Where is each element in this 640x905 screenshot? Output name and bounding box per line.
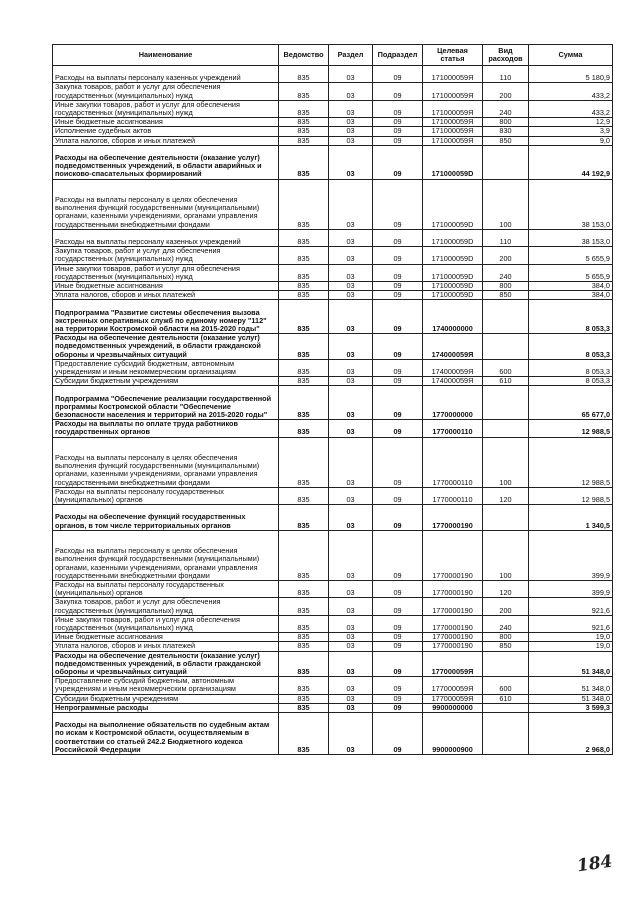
row-sum-cell: 8 053,3 <box>529 377 613 386</box>
row-dept-cell: 835 <box>279 633 329 642</box>
row-target-cell: 1770000000 <box>423 386 483 420</box>
row-sum-cell: 384,0 <box>529 291 613 300</box>
row-sum-cell: 921,6 <box>529 598 613 615</box>
row-expense-type-cell: 600 <box>483 359 529 376</box>
table-row <box>53 179 613 229</box>
table-row <box>53 247 613 264</box>
row-subsection-cell: 09 <box>373 247 423 264</box>
row-subsection-cell: 09 <box>373 487 423 504</box>
row-sum-cell: 51 348,0 <box>529 694 613 703</box>
row-target-cell: 1770000110 <box>423 420 483 437</box>
row-subsection-cell: 09 <box>373 118 423 127</box>
row-subsection-cell: 09 <box>373 642 423 651</box>
row-target-cell: 1770000190 <box>423 581 483 598</box>
row-section-cell: 03 <box>329 83 373 100</box>
budget-table <box>52 44 613 755</box>
table-row <box>53 420 613 437</box>
row-section-cell: 03 <box>329 651 373 677</box>
column-header-name: Наименование <box>53 45 279 66</box>
row-subsection-cell: 09 <box>373 179 423 229</box>
row-section-cell: 03 <box>329 713 373 755</box>
row-sum-cell: 44 192,9 <box>529 145 613 179</box>
row-expense-type-cell <box>483 713 529 755</box>
row-target-cell: 174000059Я <box>423 377 483 386</box>
row-name-cell: Расходы на выплаты персоналу государственных (муниципальных) органов <box>53 487 279 504</box>
row-expense-type-cell <box>483 703 529 712</box>
row-expense-type-cell <box>483 145 529 179</box>
row-dept-cell: 835 <box>279 694 329 703</box>
column-header-target: Целевая статья <box>423 45 483 66</box>
row-expense-type-cell: 240 <box>483 100 529 117</box>
row-dept-cell: 835 <box>279 359 329 376</box>
row-section-cell: 03 <box>329 359 373 376</box>
row-name-cell: Расходы на обеспечение функций государственных органов, в том числе территориальных органов <box>53 505 279 531</box>
row-dept-cell: 835 <box>279 651 329 677</box>
row-target-cell: 9900000000 <box>423 703 483 712</box>
row-name-cell: Расходы на обеспечение деятельности (оказание услуг) подведомственных учреждений, в области гражданской обороны и чрезвычайных ситуаций <box>53 651 279 677</box>
row-expense-type-cell: 850 <box>483 291 529 300</box>
row-name-cell: Расходы на выплаты персоналу в целях обеспечения выполнения функций государственными (муниципальными) органами, казенными учреждениями, органами управления государственными внебюджетными фондами <box>53 437 279 487</box>
table-body <box>53 66 613 755</box>
table-row <box>53 642 613 651</box>
row-target-cell: 171000059D <box>423 229 483 246</box>
row-section-cell: 03 <box>329 530 373 580</box>
row-sum-cell: 12 988,5 <box>529 437 613 487</box>
row-expense-type-cell: 800 <box>483 118 529 127</box>
row-subsection-cell: 09 <box>373 437 423 487</box>
row-expense-type-cell: 100 <box>483 179 529 229</box>
table-row <box>53 615 613 632</box>
row-sum-cell: 3 599,3 <box>529 703 613 712</box>
row-dept-cell: 835 <box>279 145 329 179</box>
row-expense-type-cell: 100 <box>483 437 529 487</box>
row-name-cell: Уплата налогов, сборов и иных платежей <box>53 136 279 145</box>
table-header-row <box>53 45 613 66</box>
table-row <box>53 713 613 755</box>
row-section-cell: 03 <box>329 633 373 642</box>
table-row <box>53 300 613 334</box>
row-sum-cell: 433,2 <box>529 100 613 117</box>
row-dept-cell: 835 <box>279 713 329 755</box>
row-dept-cell: 835 <box>279 598 329 615</box>
row-sum-cell: 51 348,0 <box>529 677 613 694</box>
table-row <box>53 651 613 677</box>
row-sum-cell: 19,0 <box>529 633 613 642</box>
row-section-cell: 03 <box>329 264 373 281</box>
row-dept-cell: 835 <box>279 505 329 531</box>
row-expense-type-cell: 120 <box>483 487 529 504</box>
row-dept-cell: 835 <box>279 229 329 246</box>
row-sum-cell: 51 348,0 <box>529 651 613 677</box>
row-sum-cell: 38 153,0 <box>529 179 613 229</box>
row-name-cell: Исполнение судебных актов <box>53 127 279 136</box>
row-expense-type-cell <box>483 300 529 334</box>
column-header-subsection: Подраздел <box>373 45 423 66</box>
row-subsection-cell: 09 <box>373 264 423 281</box>
row-subsection-cell: 09 <box>373 334 423 360</box>
row-dept-cell: 835 <box>279 615 329 632</box>
row-subsection-cell: 09 <box>373 127 423 136</box>
row-subsection-cell: 09 <box>373 581 423 598</box>
row-subsection-cell: 09 <box>373 615 423 632</box>
budget-sheet <box>52 44 612 755</box>
row-dept-cell: 835 <box>279 282 329 291</box>
page-number: 184 <box>575 851 614 877</box>
row-dept-cell: 835 <box>279 437 329 487</box>
row-subsection-cell: 09 <box>373 713 423 755</box>
row-expense-type-cell: 120 <box>483 581 529 598</box>
table-row <box>53 359 613 376</box>
row-section-cell: 03 <box>329 66 373 83</box>
row-target-cell: 177000059Я <box>423 651 483 677</box>
row-expense-type-cell <box>483 386 529 420</box>
row-name-cell: Уплата налогов, сборов и иных платежей <box>53 642 279 651</box>
row-name-cell: Расходы на выплаты персоналу в целях обеспечения выполнения функций государственными (муниципальными) органами, казенными учреждениями, органами управления государственными внебюджетными фондами <box>53 179 279 229</box>
table-row <box>53 118 613 127</box>
row-section-cell: 03 <box>329 247 373 264</box>
row-subsection-cell: 09 <box>373 651 423 677</box>
row-section-cell: 03 <box>329 437 373 487</box>
row-expense-type-cell: 100 <box>483 530 529 580</box>
table-row <box>53 598 613 615</box>
row-target-cell: 1770000190 <box>423 615 483 632</box>
table-row <box>53 229 613 246</box>
row-expense-type-cell <box>483 334 529 360</box>
row-name-cell: Субсидии бюджетным учреждениям <box>53 694 279 703</box>
row-target-cell: 1770000110 <box>423 437 483 487</box>
table-row <box>53 505 613 531</box>
row-subsection-cell: 09 <box>373 598 423 615</box>
table-row <box>53 377 613 386</box>
row-expense-type-cell: 610 <box>483 694 529 703</box>
row-section-cell: 03 <box>329 386 373 420</box>
row-name-cell: Субсидии бюджетным учреждениям <box>53 377 279 386</box>
row-target-cell: 171000059D <box>423 145 483 179</box>
row-expense-type-cell <box>483 505 529 531</box>
row-dept-cell: 835 <box>279 118 329 127</box>
row-section-cell: 03 <box>329 505 373 531</box>
row-subsection-cell: 09 <box>373 136 423 145</box>
row-expense-type-cell: 610 <box>483 377 529 386</box>
row-sum-cell: 8 053,3 <box>529 359 613 376</box>
row-section-cell: 03 <box>329 100 373 117</box>
row-target-cell: 177000059Я <box>423 677 483 694</box>
row-dept-cell: 835 <box>279 677 329 694</box>
table-row <box>53 437 613 487</box>
table-row <box>53 633 613 642</box>
row-subsection-cell: 09 <box>373 633 423 642</box>
row-sum-cell: 1 340,5 <box>529 505 613 531</box>
row-name-cell: Расходы на выплаты по оплате труда работников государственных органов <box>53 420 279 437</box>
row-sum-cell: 3,9 <box>529 127 613 136</box>
row-expense-type-cell: 200 <box>483 83 529 100</box>
row-section-cell: 03 <box>329 598 373 615</box>
row-sum-cell: 921,6 <box>529 615 613 632</box>
row-name-cell: Расходы на выплаты персоналу государственных (муниципальных) органов <box>53 581 279 598</box>
row-target-cell: 171000059Я <box>423 127 483 136</box>
row-dept-cell: 835 <box>279 386 329 420</box>
row-sum-cell: 2 968,0 <box>529 713 613 755</box>
row-target-cell: 171000059D <box>423 179 483 229</box>
table-row <box>53 264 613 281</box>
row-name-cell: Иные бюджетные ассигнования <box>53 282 279 291</box>
row-target-cell: 171000059Я <box>423 118 483 127</box>
row-subsection-cell: 09 <box>373 100 423 117</box>
table-row <box>53 66 613 83</box>
row-expense-type-cell <box>483 651 529 677</box>
column-header-section: Раздел <box>329 45 373 66</box>
row-target-cell: 171000059Я <box>423 66 483 83</box>
row-section-cell: 03 <box>329 581 373 598</box>
column-header-sum: Сумма <box>529 45 613 66</box>
row-dept-cell: 835 <box>279 487 329 504</box>
row-section-cell: 03 <box>329 642 373 651</box>
row-target-cell: 171000059D <box>423 282 483 291</box>
row-subsection-cell: 09 <box>373 83 423 100</box>
row-subsection-cell: 09 <box>373 677 423 694</box>
row-dept-cell: 835 <box>279 334 329 360</box>
row-section-cell: 03 <box>329 300 373 334</box>
row-target-cell: 1770000190 <box>423 633 483 642</box>
row-sum-cell: 399,9 <box>529 530 613 580</box>
row-section-cell: 03 <box>329 677 373 694</box>
row-section-cell: 03 <box>329 694 373 703</box>
row-target-cell: 174000059Я <box>423 334 483 360</box>
row-expense-type-cell: 800 <box>483 282 529 291</box>
row-sum-cell: 12,9 <box>529 118 613 127</box>
row-sum-cell: 38 153,0 <box>529 229 613 246</box>
row-subsection-cell: 09 <box>373 530 423 580</box>
row-name-cell: Предоставление субсидий бюджетным, автономным учреждениям и иным некоммерческим организациям <box>53 677 279 694</box>
row-subsection-cell: 09 <box>373 66 423 83</box>
table-row <box>53 386 613 420</box>
row-dept-cell: 835 <box>279 377 329 386</box>
row-section-cell: 03 <box>329 282 373 291</box>
table-row <box>53 145 613 179</box>
row-expense-type-cell: 600 <box>483 677 529 694</box>
row-expense-type-cell: 200 <box>483 247 529 264</box>
row-target-cell: 171000059Я <box>423 100 483 117</box>
table-row <box>53 291 613 300</box>
row-name-cell: Расходы на выплаты персоналу казенных учреждений <box>53 229 279 246</box>
row-subsection-cell: 09 <box>373 386 423 420</box>
row-target-cell: 174000059Я <box>423 359 483 376</box>
table-row <box>53 282 613 291</box>
row-dept-cell: 835 <box>279 247 329 264</box>
column-header-dept: Ведомство <box>279 45 329 66</box>
row-sum-cell: 9,0 <box>529 136 613 145</box>
row-sum-cell: 65 677,0 <box>529 386 613 420</box>
row-section-cell: 03 <box>329 136 373 145</box>
row-name-cell: Закупка товаров, работ и услуг для обеспечения государственных (муниципальных) нужд <box>53 247 279 264</box>
row-target-cell: 171000059D <box>423 247 483 264</box>
row-name-cell: Расходы на выплаты персоналу казенных учреждений <box>53 66 279 83</box>
row-expense-type-cell: 110 <box>483 66 529 83</box>
column-header-expense-type: Вид расходов <box>483 45 529 66</box>
row-target-cell: 171000059Я <box>423 136 483 145</box>
row-target-cell: 171000059D <box>423 264 483 281</box>
row-sum-cell: 399,9 <box>529 581 613 598</box>
table-row <box>53 100 613 117</box>
row-sum-cell: 8 053,3 <box>529 334 613 360</box>
row-subsection-cell: 09 <box>373 377 423 386</box>
row-dept-cell: 835 <box>279 83 329 100</box>
row-name-cell: Иные закупки товаров, работ и услуг для обеспечения государственных (муниципальных) нужд <box>53 100 279 117</box>
row-name-cell: Иные бюджетные ассигнования <box>53 118 279 127</box>
row-dept-cell: 835 <box>279 136 329 145</box>
row-sum-cell: 12 988,5 <box>529 487 613 504</box>
row-target-cell: 177000059Я <box>423 694 483 703</box>
table-row <box>53 677 613 694</box>
row-sum-cell: 8 053,3 <box>529 300 613 334</box>
row-sum-cell: 384,0 <box>529 282 613 291</box>
row-dept-cell: 835 <box>279 264 329 281</box>
row-target-cell: 9900000900 <box>423 713 483 755</box>
row-expense-type-cell: 850 <box>483 642 529 651</box>
row-dept-cell: 835 <box>279 127 329 136</box>
row-target-cell: 171000059D <box>423 291 483 300</box>
row-sum-cell: 19,0 <box>529 642 613 651</box>
row-sum-cell: 433,2 <box>529 83 613 100</box>
row-sum-cell: 5 655,9 <box>529 264 613 281</box>
row-section-cell: 03 <box>329 615 373 632</box>
row-sum-cell: 5 655,9 <box>529 247 613 264</box>
row-section-cell: 03 <box>329 420 373 437</box>
row-dept-cell: 835 <box>279 642 329 651</box>
row-section-cell: 03 <box>329 127 373 136</box>
row-dept-cell: 835 <box>279 581 329 598</box>
row-expense-type-cell: 240 <box>483 264 529 281</box>
row-expense-type-cell <box>483 420 529 437</box>
row-subsection-cell: 09 <box>373 505 423 531</box>
row-name-cell: Расходы на обеспечение деятельности (оказание услуг) подведомственных учреждений, в области гражданской обороны и чрезвычайных ситуаций <box>53 334 279 360</box>
row-dept-cell: 835 <box>279 66 329 83</box>
row-sum-cell: 5 180,9 <box>529 66 613 83</box>
row-name-cell: Иные закупки товаров, работ и услуг для обеспечения государственных (муниципальных) нужд <box>53 264 279 281</box>
row-subsection-cell: 09 <box>373 300 423 334</box>
table-row <box>53 487 613 504</box>
row-target-cell: 1770000190 <box>423 642 483 651</box>
row-sum-cell: 12 988,5 <box>529 420 613 437</box>
table-row <box>53 530 613 580</box>
row-section-cell: 03 <box>329 487 373 504</box>
row-name-cell: Закупка товаров, работ и услуг для обеспечения государственных (муниципальных) нужд <box>53 598 279 615</box>
row-target-cell: 171000059Я <box>423 83 483 100</box>
row-subsection-cell: 09 <box>373 229 423 246</box>
row-expense-type-cell: 240 <box>483 615 529 632</box>
row-section-cell: 03 <box>329 118 373 127</box>
row-expense-type-cell: 200 <box>483 598 529 615</box>
row-dept-cell: 835 <box>279 420 329 437</box>
row-target-cell: 1770000190 <box>423 505 483 531</box>
row-name-cell: Расходы на обеспечение деятельности (оказание услуг) подведомственных учреждений, в области аварийных и поисково-спасательных формирований <box>53 145 279 179</box>
row-name-cell: Иные закупки товаров, работ и услуг для обеспечения государственных (муниципальных) нужд <box>53 615 279 632</box>
row-name-cell: Непрограммные расходы <box>53 703 279 712</box>
row-target-cell: 1770000190 <box>423 598 483 615</box>
row-target-cell: 1740000000 <box>423 300 483 334</box>
row-subsection-cell: 09 <box>373 694 423 703</box>
row-name-cell: Подпрограмма "Обеспечение реализации государственной программы Костромской области "Обеспечение безопасности населения и территорий на 2015-2020 годы" <box>53 386 279 420</box>
row-subsection-cell: 09 <box>373 145 423 179</box>
table-row <box>53 703 613 712</box>
row-name-cell: Закупка товаров, работ и услуг для обеспечения государственных (муниципальных) нужд <box>53 83 279 100</box>
row-subsection-cell: 09 <box>373 359 423 376</box>
row-section-cell: 03 <box>329 334 373 360</box>
row-dept-cell: 835 <box>279 300 329 334</box>
row-section-cell: 03 <box>329 291 373 300</box>
row-subsection-cell: 09 <box>373 291 423 300</box>
row-name-cell: Иные бюджетные ассигнования <box>53 633 279 642</box>
row-target-cell: 1770000110 <box>423 487 483 504</box>
table-row <box>53 136 613 145</box>
row-section-cell: 03 <box>329 377 373 386</box>
row-dept-cell: 835 <box>279 100 329 117</box>
row-expense-type-cell: 850 <box>483 136 529 145</box>
row-target-cell: 1770000190 <box>423 530 483 580</box>
row-section-cell: 03 <box>329 703 373 712</box>
row-expense-type-cell: 800 <box>483 633 529 642</box>
table-row <box>53 694 613 703</box>
table-row <box>53 127 613 136</box>
row-section-cell: 03 <box>329 229 373 246</box>
row-name-cell: Расходы на выполнение обязательств по судебным актам по искам к Костромской области, осуществляемым в соответствии со статьей 242.2 Бюджетного кодекса Российской Федерации <box>53 713 279 755</box>
row-subsection-cell: 09 <box>373 282 423 291</box>
row-name-cell: Уплата налогов, сборов и иных платежей <box>53 291 279 300</box>
row-expense-type-cell: 110 <box>483 229 529 246</box>
row-dept-cell: 835 <box>279 179 329 229</box>
table-row <box>53 334 613 360</box>
row-name-cell: Предоставление субсидий бюджетным, автономным учреждениям и иным некоммерческим организациям <box>53 359 279 376</box>
row-subsection-cell: 09 <box>373 703 423 712</box>
table-row <box>53 83 613 100</box>
row-dept-cell: 835 <box>279 703 329 712</box>
row-name-cell: Подпрограмма "Развитие системы обеспечения вызова экстренных оперативных служб по единому номеру "112" на территории Костромской области на 2015-2020 годы" <box>53 300 279 334</box>
row-dept-cell: 835 <box>279 530 329 580</box>
row-section-cell: 03 <box>329 179 373 229</box>
row-subsection-cell: 09 <box>373 420 423 437</box>
row-dept-cell: 835 <box>279 291 329 300</box>
table-row <box>53 581 613 598</box>
row-expense-type-cell: 830 <box>483 127 529 136</box>
row-name-cell: Расходы на выплаты персоналу в целях обеспечения выполнения функций государственными (муниципальными) органами, казенными учреждениями, органами управления государственными внебюджетными фондами <box>53 530 279 580</box>
row-section-cell: 03 <box>329 145 373 179</box>
